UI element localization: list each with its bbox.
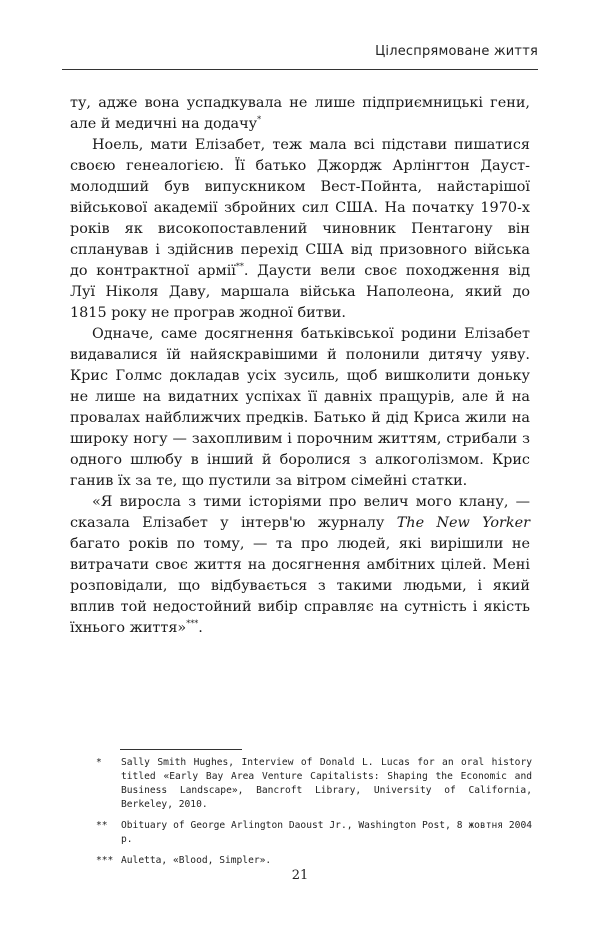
magazine-title: The New Yorker (396, 515, 531, 531)
footnote-ref-1: * (257, 115, 262, 124)
footnote-text: Obituary of George Arlington Daoust Jr., Washington Post, 8 жовтня 2004 р. (121, 820, 532, 845)
paragraph-1 (70, 93, 530, 135)
footnote-text: Sally Smith Hughes, Interview of Donald L. Lucas for an oral history titled «Early Bay Area Venture Capitalists: Shaping the Economic and Business Landscape», Bancroft Library, University of California, Berkeley, 2010. (121, 757, 532, 810)
footnote (96, 756, 532, 812)
footnote-mark: ** (96, 820, 108, 831)
footnote-ref-2: ** (235, 262, 244, 271)
paragraph-2-text: Ноель, мати Елізабет, теж мала всі підстави пишатися своєю генеалогією. Її батько Джордж Арлінгтон Дауст-молодший був випускником Вест-Пойнта, найстарішої військової академії збройних сил США. На початку 1970-х років як високопоставлений чиновник Пентагону він спланував і здійснив перехід США від призовного війська до контрактної армії (70, 137, 530, 279)
running-head-title: Цілеспрямоване життя (375, 44, 538, 59)
paragraph-2 (70, 135, 530, 324)
footnote-rule (120, 749, 242, 750)
footnote (96, 854, 532, 868)
paragraph-1-text: ту, адже вона успадкувала не лише підприємницькі гени, але й медичні на додачу (70, 95, 530, 132)
paragraph-4-text: «Я виросла з тими історіями про велич мого клану, — сказала Елізабет у інтерв'ю журналу (70, 494, 530, 531)
paragraph-3-text: Одначе, саме досягнення батьківської родини Елізабет видавалися їй найяскравішими й полонили дитячу уяву. Крис Голмс докладав усіх зусиль, щоб вишколити доньку не лише на видатних успіхах її давніх пращурів, але й на провалах найближчих предків. Батько й дід Криса жили на широку ногу — захопливим і порочним життям, стрибали з одного шлюбу в інший й боролися з алкоголізмом. Крис ганив їх за те, що пустили за вітром сімейні статки. (70, 326, 530, 489)
footnote-text: Auletta, «Blood, Simpler». (121, 855, 272, 866)
footnote-ref-3: *** (186, 619, 199, 628)
footnote-mark: * (96, 757, 102, 768)
footnotes (96, 756, 532, 875)
paragraph-4 (70, 492, 530, 639)
paragraph-4-text-cont: багато років по тому, — та про людей, які вирішили не витрачати своє життя на досягнення амбітних цілей. Мені розповідали, що відбувається з такими людьми, і який вплив той недостойний вибір справляє на сутність і якість їхнього життя» (70, 536, 530, 636)
footnote (96, 819, 532, 847)
footnote-mark: *** (96, 855, 114, 866)
paragraph-2-text-cont: . Дауcти вели своє походження від Луї Ніколя Даву, маршала війська Наполеона, який до 1815 року не програв жодної битви. (70, 263, 530, 321)
main-text (70, 93, 530, 639)
paragraph-4-end: . (198, 620, 203, 636)
page-number: 21 (291, 868, 309, 883)
header-rule (62, 69, 538, 70)
paragraph-3 (70, 324, 530, 492)
